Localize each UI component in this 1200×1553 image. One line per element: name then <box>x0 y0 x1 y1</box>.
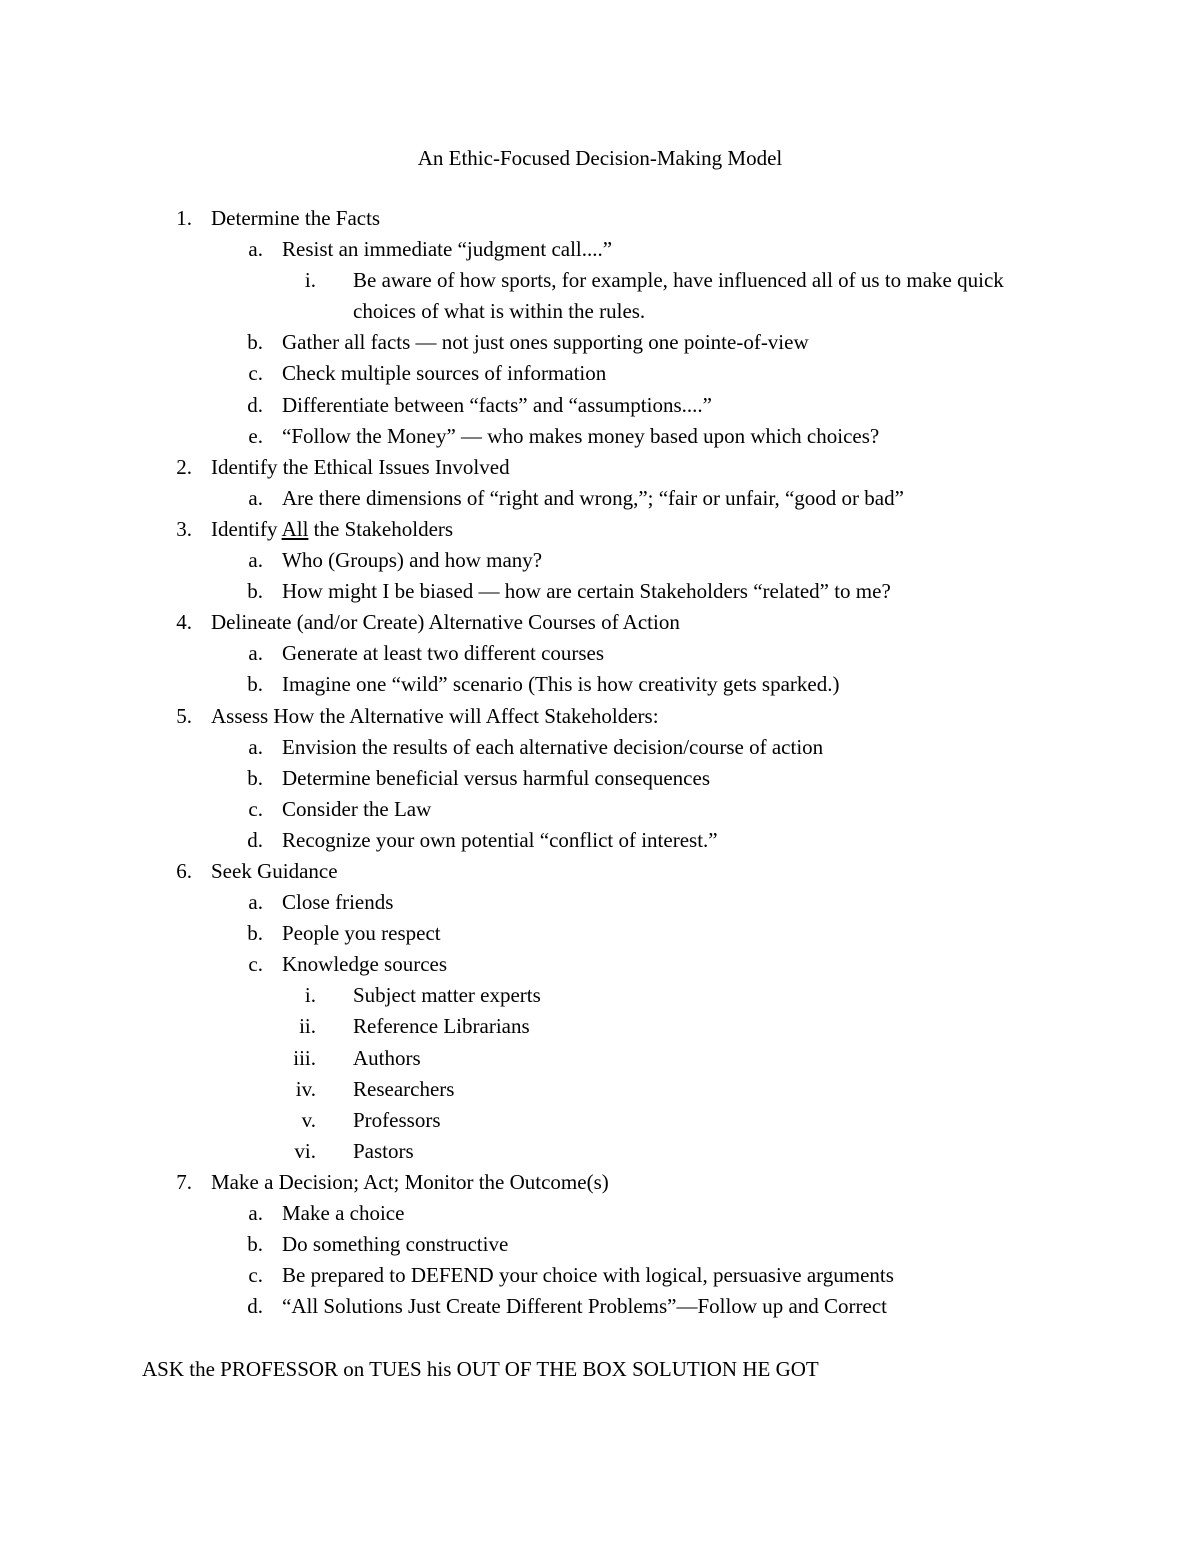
subitem-text: Do something constructive <box>282 1232 509 1257</box>
item-text-before: Identify <box>211 516 282 541</box>
footer-note: ASK the PROFESSOR on TUES his OUT OF THE BOX SOLUTION HE GOT <box>142 1357 819 1381</box>
item-number: 5. <box>176 703 192 728</box>
item-number: 6. <box>176 858 192 883</box>
outline-subitem <box>0 669 1200 700</box>
subitem-text: Gather all facts — not just ones supporting one pointe-of-view <box>282 330 809 355</box>
outline-item <box>0 452 1200 483</box>
item-text: Identify the Ethical Issues Involved <box>211 454 510 479</box>
subitem-letter: b. <box>247 1232 263 1257</box>
subitem-letter: d. <box>247 1294 263 1319</box>
outline-item <box>0 701 1200 732</box>
outline-item <box>0 856 1200 887</box>
subitem-text: Resist an immediate “judgment call....” <box>282 237 613 262</box>
outline-subitem <box>0 1291 1200 1322</box>
outline-subitem <box>0 576 1200 607</box>
item-text: Seek Guidance <box>211 858 338 883</box>
item-text: Make a Decision; Act; Monitor the Outcome(s) <box>211 1169 609 1194</box>
subsubitem-text: Authors <box>353 1045 421 1070</box>
subitem-letter: a. <box>248 641 263 666</box>
outline-item <box>0 203 1200 234</box>
subsubitem-numeral: v. <box>301 1107 316 1132</box>
subitem-letter: c. <box>248 1263 263 1288</box>
outline-subitem <box>0 421 1200 452</box>
subitem-text: Knowledge sources <box>282 952 448 977</box>
outline-subsubitem <box>0 1011 1200 1042</box>
subitem-text: Who (Groups) and how many? <box>282 548 543 573</box>
outline-subitem <box>0 918 1200 949</box>
item-number: 7. <box>176 1169 192 1194</box>
subitem-letter: a. <box>248 890 263 915</box>
subitem-letter: e. <box>248 423 263 448</box>
outline-subitem <box>0 1260 1200 1291</box>
subsubitem-text: Researchers <box>353 1076 455 1101</box>
subitem-letter: c. <box>248 952 263 977</box>
outline-subitem <box>0 1198 1200 1229</box>
outline-item <box>0 514 1200 545</box>
item-number: 3. <box>176 516 192 541</box>
outline-item <box>0 607 1200 638</box>
subsubitem-numeral: vi. <box>294 1138 316 1163</box>
subitem-text: Differentiate between “facts” and “assumptions....” <box>282 392 712 417</box>
outline-subitem <box>0 638 1200 669</box>
subsubitem-numeral: i. <box>304 268 316 293</box>
outline-subsubitem <box>0 980 1200 1011</box>
subitem-letter: a. <box>248 485 263 510</box>
item-number: 2. <box>176 454 192 479</box>
subitem-letter: a. <box>248 237 263 262</box>
subitem-letter: b. <box>247 921 263 946</box>
outline-list <box>0 203 1200 1322</box>
item-text: Determine the Facts <box>211 206 381 230</box>
subitem-text: “Follow the Money” — who makes money based upon which choices? <box>282 423 880 448</box>
subitem-letter: b. <box>247 330 263 355</box>
subitem-text: Consider the Law <box>282 796 432 821</box>
subitem-letter: d. <box>247 392 263 417</box>
subitem-letter: b. <box>247 579 263 604</box>
outline-subsubitem <box>0 1074 1200 1105</box>
outline-subitem <box>0 483 1200 514</box>
item-text: Assess How the Alternative will Affect Stakeholders: <box>211 703 659 728</box>
subsubitem-text: Pastors <box>353 1138 414 1163</box>
subitem-text: Determine beneficial versus harmful consequences <box>282 765 710 790</box>
subitem-text: Recognize your own potential “conflict of interest.” <box>282 827 718 852</box>
subsubitem-text: Professors <box>353 1107 441 1132</box>
outline-subitem <box>0 825 1200 856</box>
subitem-letter: d. <box>247 827 263 852</box>
outline-subitem <box>0 794 1200 825</box>
subsubitem-text: Subject matter experts <box>353 983 541 1008</box>
outline-subsubitem <box>0 1136 1200 1167</box>
subsubitem-text: Be aware of how sports, for example, have influenced all of us to make quick choices of what is within the rules. <box>353 268 1004 324</box>
outline-subitem <box>0 887 1200 918</box>
subitem-text: Close friends <box>282 890 394 915</box>
subitem-letter: c. <box>248 361 263 386</box>
document-title: An Ethic-Focused Decision-Making Model <box>417 146 783 170</box>
item-text: Delineate (and/or Create) Alternative Courses of Action <box>211 610 680 635</box>
subsubitem-numeral: i. <box>304 983 316 1008</box>
item-text-after: the Stakeholders <box>308 516 454 541</box>
subitem-text: People you respect <box>282 921 441 946</box>
outline-subitem <box>0 732 1200 763</box>
outline-subsubitem <box>0 1105 1200 1136</box>
subitem-text: Envision the results of each alternative decision/course of action <box>282 734 824 759</box>
subsubitem-numeral: iv. <box>295 1076 316 1101</box>
item-text <box>211 514 1200 545</box>
subitem-text: Make a choice <box>282 1201 405 1225</box>
outline-subitem <box>0 949 1200 980</box>
outline-subitem <box>0 545 1200 576</box>
outline-subsubitem <box>0 1043 1200 1074</box>
subitem-text: Be prepared to DEFEND your choice with logical, persuasive arguments <box>282 1263 894 1288</box>
subitem-letter: a. <box>248 734 263 759</box>
subitem-text: “All Solutions Just Create Different Problems”—Follow up and Correct <box>282 1294 888 1319</box>
subitem-text: Imagine one “wild” scenario (This is how creativity gets sparked.) <box>282 672 840 697</box>
outline-subitem <box>0 327 1200 358</box>
subitem-letter: a. <box>248 1201 263 1225</box>
subitem-letter: c. <box>248 796 263 821</box>
outline-subitem <box>0 1229 1200 1260</box>
subsubitem-text: Reference Librarians <box>353 1014 530 1039</box>
outline-subitem <box>0 763 1200 794</box>
item-number: 1. <box>176 206 192 230</box>
subitem-letter: b. <box>247 672 263 697</box>
outline-subsubitem <box>0 265 1200 327</box>
subsubitem-numeral: ii. <box>299 1014 316 1039</box>
subitem-letter: b. <box>247 765 263 790</box>
outline-item <box>0 1167 1200 1198</box>
subitem-text: Check multiple sources of information <box>282 361 607 386</box>
subitem-letter: a. <box>248 548 263 573</box>
outline-subitem <box>0 234 1200 265</box>
subitem-text: Are there dimensions of “right and wrong,”; “fair or unfair, “good or bad” <box>282 485 904 510</box>
subitem-text: How might I be biased — how are certain Stakeholders “related” to me? <box>282 579 891 604</box>
subsubitem-numeral: iii. <box>293 1045 316 1070</box>
outline-subitem <box>0 358 1200 389</box>
subitem-text: Generate at least two different courses <box>282 641 605 666</box>
underlined-word: All <box>281 516 309 541</box>
item-number: 4. <box>176 610 192 635</box>
outline-subitem <box>0 390 1200 421</box>
